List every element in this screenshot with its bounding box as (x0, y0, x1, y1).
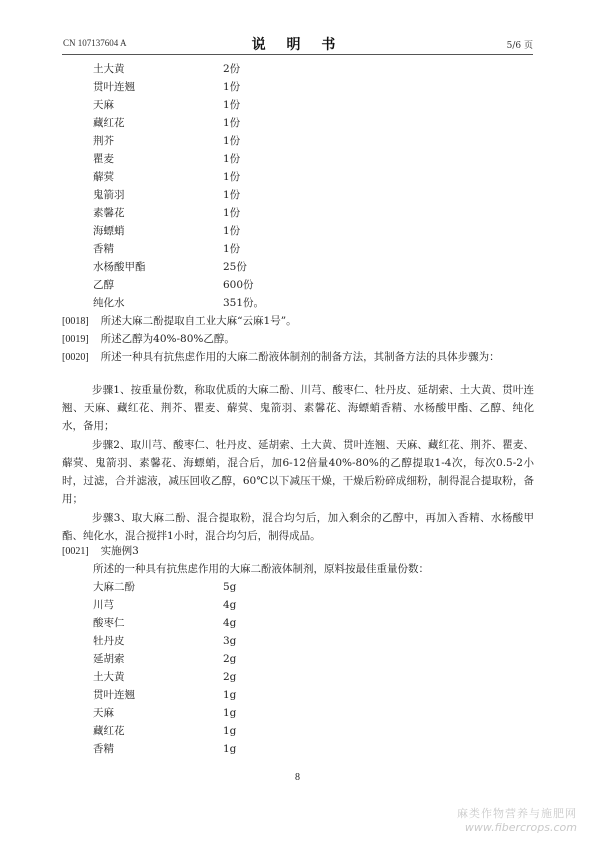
step-1: 步骤1、按重量份数，称取优质的大麻二酚、川芎、酸枣仁、牡丹皮、延胡索、土大黄、贯叶连翘、天麻、藏红花、荆芥、瞿麦、薢蓂、鬼箭羽、素馨花、海螵蛸香精、水杨酸甲酯、乙醇、纯化水，备用； (62, 384, 534, 432)
watermark (457, 805, 577, 834)
ingredient-name: 乙醇 (93, 279, 114, 291)
ingredient-name: 纯化水 (93, 297, 125, 309)
ingredient-name: 海螵蛸 (93, 225, 125, 237)
step-3: 步骤3、取大麻二酚、混合提取粉，混合均匀后，加入剩余的乙醇中，再加入香精、水杨酸甲酯、纯化水，混合搅拌1小时，混合均匀后，制得成品。 (62, 512, 534, 542)
paragraph-number: [0019] (62, 334, 89, 345)
ingredient-quantity: 1份 (223, 225, 241, 237)
watermark-url: www.fibercrops.com (464, 821, 577, 834)
ingredient-name: 天麻 (93, 707, 114, 719)
ingredient-quantity: 1份 (223, 171, 241, 183)
header-pub-number: CN 107137604 A (63, 38, 127, 48)
header-doc-type: 说 明 书 (251, 37, 344, 53)
ingredient-name: 藏红花 (93, 117, 125, 129)
paragraph-text: 所述大麻二酚提取自工业大麻“云麻1号”。 (100, 315, 297, 327)
paragraph-number: [0020] (62, 352, 89, 363)
paragraph-text: 所述一种具有抗焦虑作用的大麻二酚液体制剂的制备方法，其制备方法的具体步骤为： (100, 351, 500, 363)
ingredient-quantity: 1份 (223, 243, 241, 255)
ingredient-quantity: 600份 (223, 279, 254, 291)
ingredient-quantity: 1份 (223, 189, 241, 201)
ingredient-name: 土大黄 (93, 63, 125, 75)
ingredient-name: 酸枣仁 (93, 617, 125, 629)
ingredient-name: 大麻二酚 (93, 581, 135, 593)
ingredient-quantity: 1g (223, 725, 237, 737)
ingredient-name: 薢蓂 (93, 171, 114, 183)
step-2: 步骤2、取川芎、酸枣仁、牡丹皮、延胡索、土大黄、贯叶连翘、天麻、藏红花、荆芥、瞿麦、薢蓂、鬼箭羽、素馨花、海螵蛸，混合后，加6-12倍量40%-80%的乙醇提取1-4次，每次0.5-2小时，过滤，合并滤液，减压回收乙醇，60℃以下减压干燥，干燥后粉碎成细粉，制得混合提取粉，备用； (62, 439, 534, 505)
ingredient-quantity: 1份 (223, 207, 241, 219)
ingredient-name: 牡丹皮 (93, 635, 125, 647)
ingredient-name: 延胡索 (93, 653, 125, 665)
ingredient-name: 贯叶连翘 (93, 689, 135, 701)
ingredient-name: 贯叶连翘 (93, 81, 135, 93)
paragraph-0018 (62, 312, 534, 331)
ingredient-quantity: 25份 (223, 261, 247, 273)
ingredient-quantity: 1份 (223, 81, 241, 93)
ingredient-quantity: 2g (223, 671, 237, 683)
ingredient-quantity: 1g (223, 707, 237, 719)
ingredient-quantity: 2g (223, 653, 237, 665)
ingredient-name: 天麻 (93, 99, 114, 111)
ingredient-quantity: 1份 (223, 135, 241, 147)
ingredient-name: 香精 (93, 743, 114, 755)
ingredient-name: 土大黄 (93, 671, 125, 683)
ingredient-quantity: 1g (223, 689, 237, 701)
header-rule (62, 54, 533, 55)
paragraph-number: [0021] (62, 546, 89, 557)
ingredient-quantity: 1份 (223, 99, 241, 111)
ingredient-name: 藏红花 (93, 725, 125, 737)
ingredient-quantity: 4g (223, 617, 237, 629)
ingredient-quantity: 351份。 (223, 297, 265, 309)
ingredient-quantity: 3g (223, 635, 237, 647)
header-page-of: 5/6 页 (506, 41, 533, 51)
ingredient-quantity: 1g (223, 743, 237, 755)
paragraph-text: 实施例3 (100, 545, 139, 557)
paragraph-text: 所述乙醇为40%-80%乙醇。 (100, 333, 235, 345)
ingredient-name: 鬼箭羽 (93, 189, 125, 201)
ingredient-quantity: 4g (223, 599, 237, 611)
ingredient-quantity: 1份 (223, 117, 241, 129)
ingredient-name: 荆芥 (93, 135, 114, 147)
paragraph-0021 (62, 542, 534, 561)
ingredient-name: 川芎 (93, 599, 114, 611)
paragraph-0020 (62, 348, 534, 367)
ingredient-name: 水杨酸甲酯 (93, 261, 146, 273)
example3-intro: 所述的一种具有抗焦虑作用的大麻二酚液体制剂，原料按最佳重量份数： (93, 563, 429, 575)
ingredient-quantity: 1份 (223, 153, 241, 165)
ingredient-name: 瞿麦 (93, 153, 114, 165)
ingredient-name: 香精 (93, 243, 114, 255)
page-number: 8 (295, 772, 300, 783)
ingredient-quantity: 2份 (223, 63, 241, 75)
paragraph-0019 (62, 330, 534, 349)
paragraph-number: [0018] (62, 316, 89, 327)
ingredient-name: 素馨花 (93, 207, 125, 219)
watermark-title: 麻类作物营养与施肥网 (457, 807, 577, 820)
ingredient-quantity: 5g (223, 581, 237, 593)
